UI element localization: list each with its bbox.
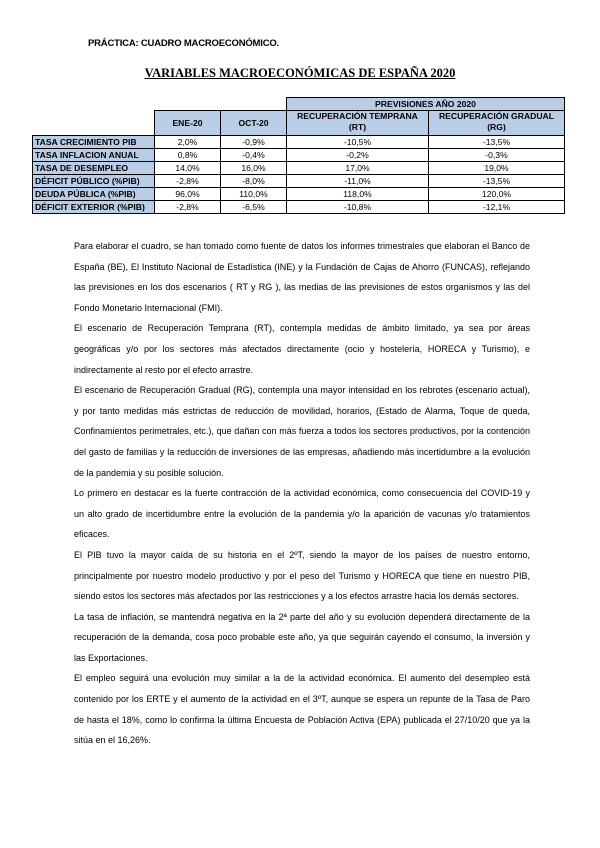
group-header-previsiones: PREVISIONES AÑO 2020 bbox=[287, 98, 565, 111]
table-cell: 17,0% bbox=[287, 162, 429, 175]
paragraph-contraction: Lo primero en destacar es la fuerte contracción de la actividad económica, como consecuencia del COVID-19 y un alto grado de incertidumbre entre la evolución de la pandemia y/o la aparición de vacunas y/o tratamientos eficaces. bbox=[74, 488, 530, 540]
table-row bbox=[33, 162, 565, 175]
paragraph-inflation: La tasa de inflación, se mantendrá negativa en la 2ª parte del año y su evolución dependerá directamente de la recuperación de la demanda, cosa poco probable este año, ya que seguirán cayendo el consumo, la inversión y las Exportaciones. bbox=[74, 611, 530, 663]
table-cell: -10,5% bbox=[287, 136, 429, 149]
table-cell: -2,8% bbox=[155, 201, 221, 214]
empty-header-cell bbox=[221, 98, 287, 111]
row-label: DEUDA PÚBLICA (%PIB) bbox=[33, 188, 155, 201]
empty-header-cell bbox=[155, 98, 221, 111]
table-cell: 0,8% bbox=[155, 149, 221, 162]
table-cell: -0,9% bbox=[221, 136, 287, 149]
table-cell: -0,2% bbox=[287, 149, 429, 162]
table-row bbox=[33, 175, 565, 188]
empty-corner-cell bbox=[33, 111, 155, 136]
practice-heading: PRÁCTICA: CUADRO MACROECONÓMICO. bbox=[88, 38, 279, 49]
table-cell: -12,1% bbox=[429, 201, 565, 214]
table-cell: -13,5% bbox=[429, 175, 565, 188]
paragraph-rt-scenario: El escenario de Recuperación Temprana (RT), contempla medidas de ámbito limitado, ya sea por áreas geográficas y/o por los sectores más afectados directamente (ocio y hostelería, HORECA y Turismo), e indirectamente al resto por el efecto arrastre. bbox=[74, 323, 530, 375]
paragraph-rg-scenario: El escenario de Recuperación Gradual (RG), contempla una mayor intensidad en los rebrotes (escenario actual), y por tanto medidas más estrictas de reducción de movilidad, horarios, (Estado de Alarma, Toque de queda, Confinamientos perimetrales, etc.), que dañan con más fuerza a todos los sectores productivos, por la contención del gasto de familias y la reducción de inversiones de las empresas, añadiendo más incertidumbre a la evolución de la pandemia y su posible solución. bbox=[74, 385, 530, 478]
table-row bbox=[33, 149, 565, 162]
table-cell: 2,0% bbox=[155, 136, 221, 149]
body-text bbox=[74, 236, 530, 751]
table-cell: 120,0% bbox=[429, 188, 565, 201]
paragraph-sources: Para elaborar el cuadro, se han tomado como fuente de datos los informes trimestrales que elaboran el Banco de España (BE), El Instituto Nacional de Estadística (INE) y la Fundación de Cajas de Ahorro (FUNCAS), reflejando las previsiones en los dos escenarios ( RT y RG ), las medias de las previsiones de estos organismos y las del Fondo Monetario Internacional (FMI). bbox=[74, 241, 530, 313]
table-cell: 16,0% bbox=[221, 162, 287, 175]
column-header-ene20: ENE-20 bbox=[155, 111, 221, 136]
table-cell: -8,0% bbox=[221, 175, 287, 188]
table-cell: -10,8% bbox=[287, 201, 429, 214]
table-header-row-2 bbox=[33, 111, 565, 136]
table-cell: 118,0% bbox=[287, 188, 429, 201]
column-header-oct20: OCT-20 bbox=[221, 111, 287, 136]
table-row bbox=[33, 201, 565, 214]
empty-corner-cell bbox=[33, 98, 155, 111]
row-label: TASA INFLACION ANUAL bbox=[33, 149, 155, 162]
macro-table bbox=[32, 97, 565, 214]
table-cell: 96,0% bbox=[155, 188, 221, 201]
row-label: TASA DE DESEMPLEO bbox=[33, 162, 155, 175]
table-cell: -13,5% bbox=[429, 136, 565, 149]
table-cell: -11,0% bbox=[287, 175, 429, 188]
row-label: TASA CRECIMIENTO PIB bbox=[33, 136, 155, 149]
table-cell: 19,0% bbox=[429, 162, 565, 175]
table-cell: 110,0% bbox=[221, 188, 287, 201]
table-header-row-1 bbox=[33, 98, 565, 111]
table-cell: -2,8% bbox=[155, 175, 221, 188]
row-label: DÉFICIT EXTERIOR (%PIB) bbox=[33, 201, 155, 214]
column-header-rg: RECUPERACIÓN GRADUAL (RG) bbox=[429, 111, 565, 136]
column-header-rt: RECUPERACIÓN TEMPRANA (RT) bbox=[287, 111, 429, 136]
table-cell: 14,0% bbox=[155, 162, 221, 175]
paragraph-pib: El PIB tuvo la mayor caída de su historia en el 2ºT, siendo la mayor de los países de nuestro entorno, principalmente por nuestro modelo productivo y por el peso del Turismo y HORECA que tiene en nuestro PIB, siendo estos los sectores más afectados por las restricciones y a los efectos arrastre hacia los demás sectores. bbox=[74, 549, 530, 602]
row-label: DÉFICIT PÚBLICO (%PIB) bbox=[33, 175, 155, 188]
table-cell: -0,4% bbox=[221, 149, 287, 162]
table-cell: -6,5% bbox=[221, 201, 287, 214]
table-row bbox=[33, 188, 565, 201]
table-cell: -0,3% bbox=[429, 149, 565, 162]
paragraph-employment: El empleo seguirá una evolución muy similar a la de la actividad económica. El aumento del desempleo está contenido por los ERTE y el aumento de la actividad en el 3ºT, aunque se espera un repunte de la Tasa de Paro de hasta el 18%, como lo confirma la última Encuesta de Población Activa (EPA) publicada el 27/10/20 que ya la sitúa en el 16,26%. bbox=[74, 673, 530, 746]
table-row bbox=[33, 136, 565, 149]
page-title: VARIABLES MACROECONÓMICAS DE ESPAÑA 2020 bbox=[144, 66, 456, 80]
